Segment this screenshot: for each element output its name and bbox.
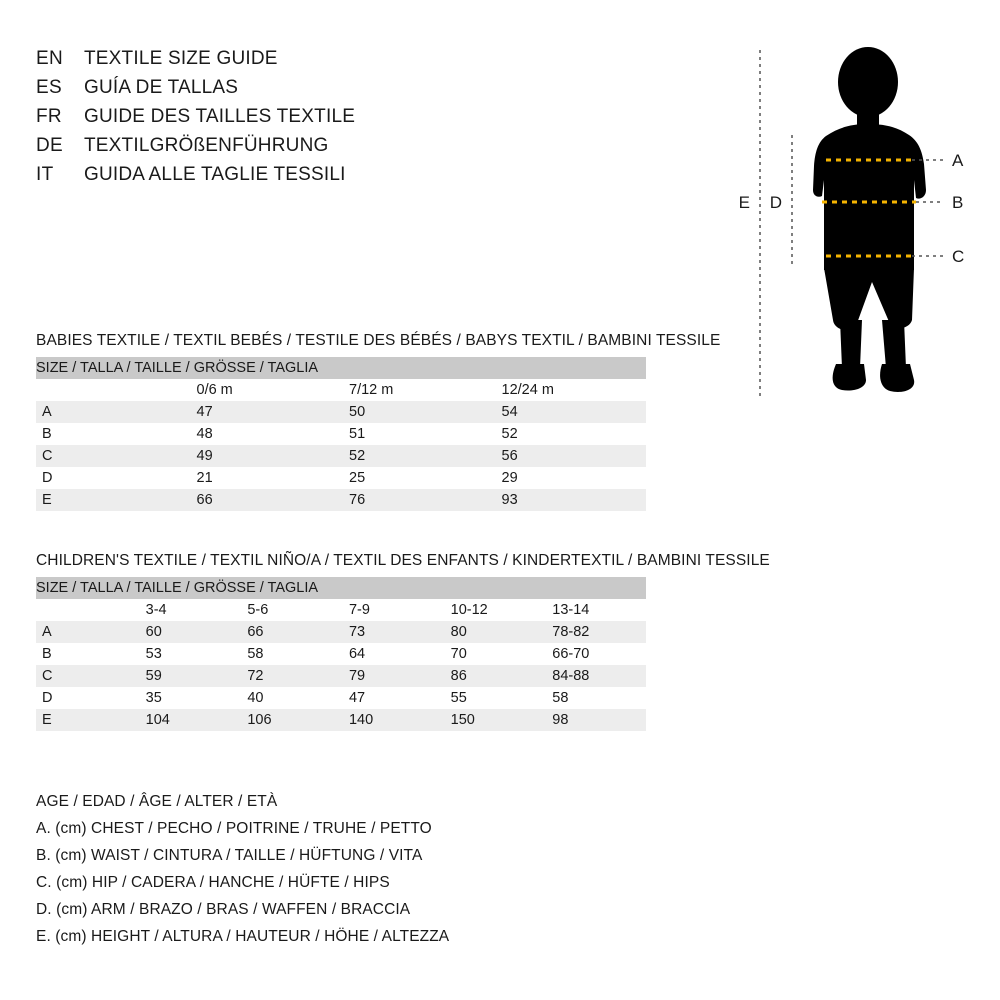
column-header: 10-12 bbox=[443, 599, 545, 621]
table-column-row bbox=[36, 599, 646, 621]
table-row bbox=[36, 709, 646, 731]
table-cell: 47 bbox=[341, 687, 443, 709]
table-row bbox=[36, 423, 646, 445]
column-header: 13-14 bbox=[544, 599, 646, 621]
language-code: FR bbox=[36, 106, 62, 127]
table-cell: 35 bbox=[138, 687, 240, 709]
figure-label-c: C bbox=[952, 247, 965, 266]
table-cell: 72 bbox=[239, 665, 341, 687]
table-cell: 106 bbox=[239, 709, 341, 731]
column-header: 12/24 m bbox=[494, 379, 647, 401]
table-cell: 64 bbox=[341, 643, 443, 665]
column-header: 5-6 bbox=[239, 599, 341, 621]
figure-label-b: B bbox=[952, 193, 964, 212]
table-cell: 47 bbox=[189, 401, 342, 423]
table-cell: 25 bbox=[341, 467, 494, 489]
column-header: 7/12 m bbox=[341, 379, 494, 401]
table-cell: 93 bbox=[494, 489, 647, 511]
table-cell: 48 bbox=[189, 423, 342, 445]
row-label: E bbox=[36, 489, 189, 511]
babies-section bbox=[36, 332, 721, 511]
table-cell: 76 bbox=[341, 489, 494, 511]
table-cell: 40 bbox=[239, 687, 341, 709]
language-row bbox=[36, 135, 576, 157]
language-title: GUÍA DE TALLAS bbox=[84, 77, 239, 98]
table-cell: 58 bbox=[544, 687, 646, 709]
table-cell: 66-70 bbox=[544, 643, 646, 665]
table-row bbox=[36, 467, 646, 489]
babies-section-title: BABIES TEXTILE / TEXTIL BEBÉS / TESTILE DES BÉBÉS / BABYS TEXTIL / BAMBINI TESSILE bbox=[36, 332, 721, 349]
table-cell: 70 bbox=[443, 643, 545, 665]
legend-list bbox=[36, 788, 636, 950]
table-row bbox=[36, 643, 646, 665]
measurement-figure bbox=[700, 20, 990, 420]
language-title: TEXTILGRÖßENFÜHRUNG bbox=[84, 135, 329, 156]
language-row bbox=[36, 106, 576, 128]
column-header: 0/6 m bbox=[189, 379, 342, 401]
table-cell: 86 bbox=[443, 665, 545, 687]
table-cell: 59 bbox=[138, 665, 240, 687]
legend-item-height: E. (cm) HEIGHT / ALTURA / HAUTEUR / HÖHE / ALTEZZA bbox=[36, 928, 450, 945]
row-label: B bbox=[36, 643, 138, 665]
legend-item-waist: B. (cm) WAIST / CINTURA / TAILLE / HÜFTUNG / VITA bbox=[36, 847, 423, 864]
language-row bbox=[36, 77, 576, 99]
language-code: EN bbox=[36, 48, 63, 69]
table-column-row bbox=[36, 379, 646, 401]
table-cell: 140 bbox=[341, 709, 443, 731]
child-silhouette bbox=[813, 47, 926, 392]
table-row bbox=[36, 401, 646, 423]
row-label: D bbox=[36, 687, 138, 709]
table-row bbox=[36, 687, 646, 709]
language-row bbox=[36, 164, 576, 186]
language-title: TEXTILE SIZE GUIDE bbox=[84, 48, 278, 69]
table-cell: 79 bbox=[341, 665, 443, 687]
legend-item-age: AGE / EDAD / ÂGE / ALTER / ETÀ bbox=[36, 793, 278, 810]
language-code: IT bbox=[36, 164, 54, 185]
language-list bbox=[36, 48, 576, 193]
corner-cell bbox=[36, 379, 189, 401]
row-label: A bbox=[36, 621, 138, 643]
language-code: DE bbox=[36, 135, 63, 156]
table-cell: 66 bbox=[189, 489, 342, 511]
table-cell: 73 bbox=[341, 621, 443, 643]
legend-item-hip: C. (cm) HIP / CADERA / HANCHE / HÜFTE / HIPS bbox=[36, 874, 390, 891]
language-title: GUIDA ALLE TAGLIE TESSILI bbox=[84, 164, 346, 185]
table-cell: 55 bbox=[443, 687, 545, 709]
language-row bbox=[36, 48, 576, 70]
table-row bbox=[36, 621, 646, 643]
children-section-title: CHILDREN'S TEXTILE / TEXTIL NIÑO/A / TEXTIL DES ENFANTS / KINDERTEXTIL / BAMBINI TESSILE bbox=[36, 552, 770, 569]
language-code: ES bbox=[36, 77, 62, 98]
table-cell: 51 bbox=[341, 423, 494, 445]
children-section bbox=[36, 552, 770, 731]
table-row bbox=[36, 489, 646, 511]
table-cell: 54 bbox=[494, 401, 647, 423]
column-header: 3-4 bbox=[138, 599, 240, 621]
corner-cell bbox=[36, 599, 138, 621]
table-cell: 104 bbox=[138, 709, 240, 731]
children-size-table bbox=[36, 577, 646, 731]
table-cell: 80 bbox=[443, 621, 545, 643]
table-cell: 60 bbox=[138, 621, 240, 643]
figure-label-e: E bbox=[738, 193, 750, 212]
table-cell: 52 bbox=[341, 445, 494, 467]
legend-item-arm: D. (cm) ARM / BRAZO / BRAS / WAFFEN / BRACCIA bbox=[36, 901, 411, 918]
table-cell: 150 bbox=[443, 709, 545, 731]
table-header-row bbox=[36, 577, 646, 599]
table-cell: 21 bbox=[189, 467, 342, 489]
row-label: C bbox=[36, 665, 138, 687]
table-cell: 49 bbox=[189, 445, 342, 467]
table-cell: 78-82 bbox=[544, 621, 646, 643]
table-cell: 98 bbox=[544, 709, 646, 731]
table-header-row bbox=[36, 357, 646, 379]
figure-label-d: D bbox=[769, 193, 782, 212]
table-cell: 52 bbox=[494, 423, 647, 445]
row-label: C bbox=[36, 445, 189, 467]
figure-label-a: A bbox=[952, 151, 964, 170]
table-row bbox=[36, 445, 646, 467]
table-cell: 66 bbox=[239, 621, 341, 643]
legend-item-chest: A. (cm) CHEST / PECHO / POITRINE / TRUHE / PETTO bbox=[36, 820, 432, 837]
table-cell: 29 bbox=[494, 467, 647, 489]
column-header: 7-9 bbox=[341, 599, 443, 621]
table-cell: 50 bbox=[341, 401, 494, 423]
table-cell: 84-88 bbox=[544, 665, 646, 687]
table-cell: 58 bbox=[239, 643, 341, 665]
row-label: B bbox=[36, 423, 189, 445]
language-title: GUIDE DES TAILLES TEXTILE bbox=[84, 106, 356, 127]
table-cell: 53 bbox=[138, 643, 240, 665]
row-label: A bbox=[36, 401, 189, 423]
babies-size-table bbox=[36, 357, 646, 511]
row-label: E bbox=[36, 709, 138, 731]
children-table-header: SIZE / TALLA / TAILLE / GRÖSSE / TAGLIA bbox=[36, 577, 646, 599]
babies-table-header: SIZE / TALLA / TAILLE / GRÖSSE / TAGLIA bbox=[36, 357, 646, 379]
table-cell: 56 bbox=[494, 445, 647, 467]
table-row bbox=[36, 665, 646, 687]
row-label: D bbox=[36, 467, 189, 489]
